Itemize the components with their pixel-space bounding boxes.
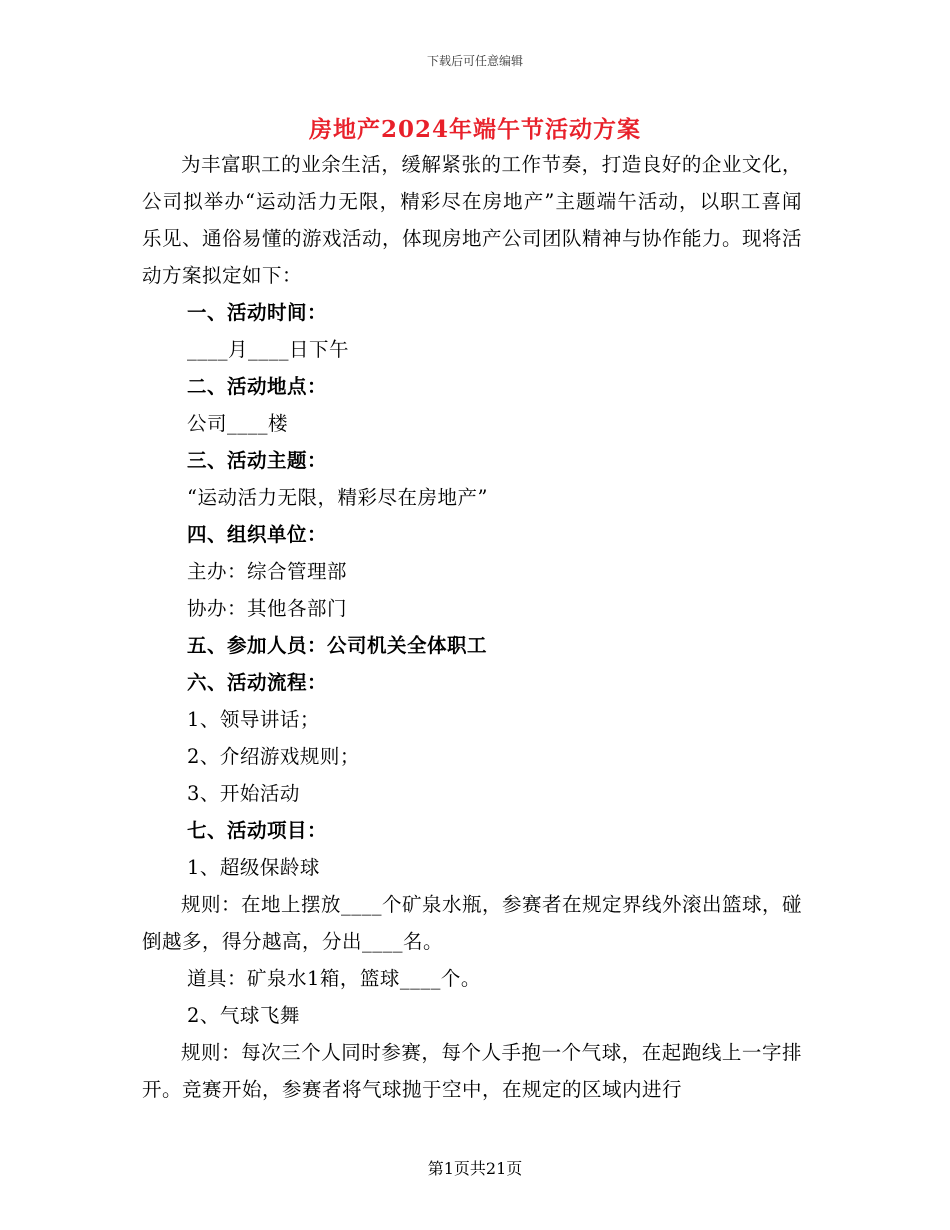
place-value: 公司____楼	[187, 412, 289, 435]
org-host: 主办：综合管理部	[187, 560, 348, 583]
flow-item: 1、领导讲话；	[187, 708, 320, 731]
theme-value: “运动活力无限，精彩尽在房地产”	[187, 486, 488, 509]
intro-paragraph: 为丰富职工的业余生活，缓解紧张的工作节奏，打造良好的企业文化，公司拟举办“运动活力无限，精彩尽在房地产”主题端午活动，以职工喜闻乐见、通俗易懂的游戏活动，体现房地产公司团队精神与协作能力。现将活动方案拟定如下：	[142, 153, 803, 287]
flow-heading: 六、活动流程：	[187, 671, 328, 694]
time-heading: 一、活动时间：	[187, 301, 328, 324]
time-value: ____月____日下午	[187, 338, 350, 361]
org-heading: 四、组织单位：	[187, 523, 328, 546]
project1-name: 1、超级保龄球	[187, 856, 320, 879]
page-header: 下载后可任意编辑	[426, 54, 523, 68]
flow-item: 2、介绍游戏规则；	[187, 745, 360, 768]
project2-rules: 规则：每次三个人同时参赛，每个人手抱一个气球，在起跑线上一字排开。竞赛开始，参赛者将气球抛于空中，在规定的区域内进行	[142, 1041, 802, 1101]
participants-heading: 五、参加人员：公司机关全体职工	[187, 634, 488, 657]
page-footer: 第1页共21页	[427, 1159, 523, 1178]
document-title: 房地产2024年端午节活动方案	[308, 116, 641, 143]
document-body	[142, 146, 802, 1108]
project1-props: 道具：矿泉水1箱，篮球____个。	[187, 967, 481, 990]
project1-rules: 规则：在地上摆放____个矿泉水瓶，参赛者在规定界线外滚出篮球，碰倒越多，得分越高，分出____名。	[142, 893, 803, 953]
projects-heading: 七、活动项目：	[187, 819, 328, 842]
theme-heading: 三、活动主题：	[187, 449, 328, 472]
place-heading: 二、活动地点：	[187, 375, 328, 398]
org-cohost: 协办：其他各部门	[187, 597, 348, 620]
project2-name: 2、气球飞舞	[187, 1004, 300, 1027]
flow-item: 3、开始活动	[187, 782, 300, 805]
